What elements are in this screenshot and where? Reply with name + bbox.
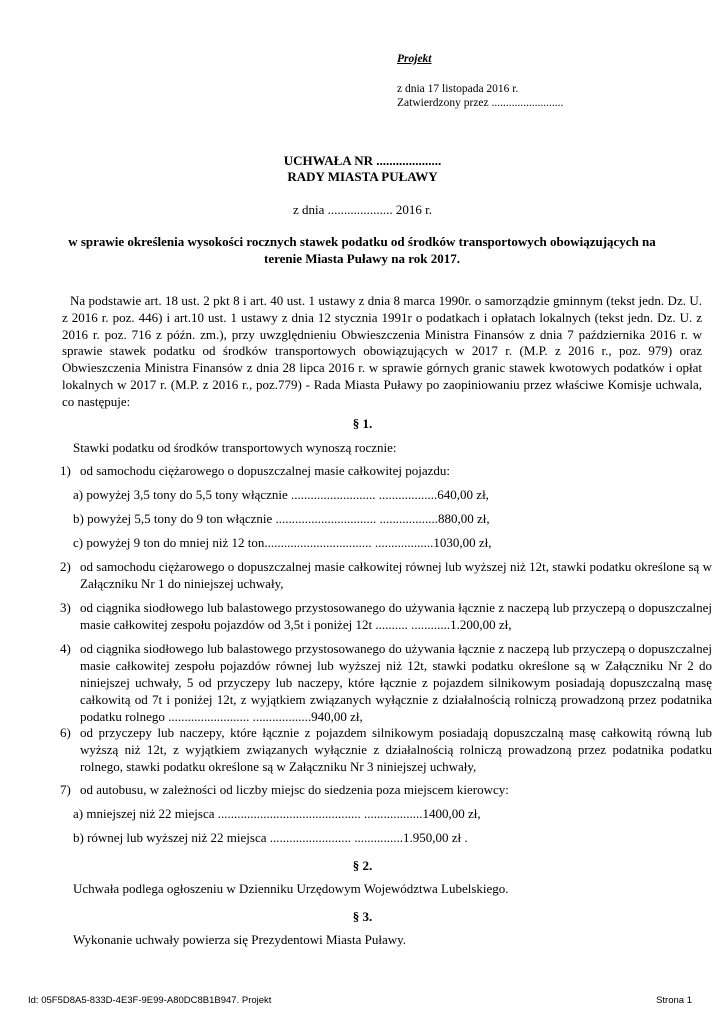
list-item-3 <box>60 599 712 633</box>
list-item-4 <box>60 640 712 725</box>
section-3-heading: § 3. <box>352 909 373 924</box>
section-2-heading: § 2. <box>352 858 373 873</box>
section-1-lead: Stawki podatku od środków transportowych wynoszą rocznie: <box>73 440 397 455</box>
list-item-2 <box>60 558 712 592</box>
list-item-text: od ciągnika siodłowego lub balastowego przystosowanego do używania łącznie z naczepą lub przyczepą o dopuszczalnej masie całkowitej zespołu pojazdów od 3,5t i poniżej 12t .......... ............1.200,00 zł, <box>80 600 712 632</box>
list-item-number: 6) <box>60 725 71 740</box>
section-2-text: Uchwała podlega ogłoszeniu w Dzienniku Urzędowym Województwa Lubelskiego. <box>73 881 509 896</box>
list-item-1 <box>60 462 712 479</box>
resolution-date: z dnia .................... 2016 r. <box>292 202 432 217</box>
project-date: z dnia 17 listopada 2016 r. <box>397 83 519 95</box>
section-1-heading: § 1. <box>352 416 373 431</box>
list-item-number: 2) <box>60 559 71 574</box>
list-item-text: od samochodu ciężarowego o dopuszczalnej masie całkowitej pojazdu: <box>80 463 451 478</box>
legal-basis-paragraph: Na podstawie art. 18 ust. 2 pkt 8 i art. 40 ust. 1 ustawy z dnia 8 marca 1990r. o samorządzie gminnym (tekst jedn. Dz. U. z 2016 r. poz. 446) i art.10 ust. 1 ustawy z dnia 12 stycznia 1991r o podatkach i opłatach lokalnych (tekst jedn. Dz. U. z 2016 r. poz. 716 z późn. zm.), przy uwzględnieniu Obwieszczenia Ministra Finansów z dnia 7 października 2016 r. w sprawie stawek podatku od środków transportowych obowiązujących w 2017 r. (M.P. z 2016 r., poz. 979) oraz Obwieszczenia Ministra Finansów z dnia 28 lipca 2016 r. w sprawie górnych granic stawek kwotowych podatków i opłat lokalnych w 2017 r. (M.P. z 2016 r., poz.779) - Rada Miasta Puławy po zaopiniowaniu przez właściwe Komisje uchwala, co następuje: <box>62 293 702 409</box>
list-item-number: 7) <box>60 782 71 797</box>
list-item-text: od ciągnika siodłowego lub balastowego przystosowanego do używania łącznie z naczepą lub przyczepą o dopuszczalnej masie całkowitej zespołu pojazdów równej lub wyższej niż 12t, stawki podatku określone są w Załączniku Nr 2 do niniejszej uchwały, 5 od przyczepy lub naczepy, które łącznie z pojazdem silnikowym posiadają dopuszczalną masę całkowitą od 7t i poniżej 12t, z wyjątkiem związanych wyłącznie z działalnością rolniczą prowadzoną przez podatnika podatku rolnego ......................... ..................940,00 zł, <box>80 641 712 724</box>
project-label: Projekt <box>397 53 432 65</box>
sub-item-1b: b) powyżej 5,5 tony do 9 ton włącznie ............................... ..................880,00 zł, <box>73 511 490 526</box>
list-item-number: 4) <box>60 641 71 656</box>
list-item-text: od przyczepy lub naczepy, które łącznie z pojazdem silnikowym posiadają dopuszczalną masę całkowitą równą lub wyższą niż 12t, z wyjątkiem związanych wyłącznie z działalnością rolniczą prowadzoną przez podatnika podatku rolnego, stawki podatku określone są w Załączniku Nr 3 niniejszej uchwały, <box>80 725 712 774</box>
sub-item-1c: c) powyżej 9 ton do mniej niż 12 ton................................. ..................1030,00 zł, <box>73 535 492 550</box>
list-item-number: 1) <box>60 463 71 478</box>
list-item-text: od autobusu, w zależności od liczby miejsc do siedzenia poza miejscem kierowcy: <box>80 782 509 797</box>
resolution-number: UCHWAŁA NR .................... <box>283 153 442 168</box>
list-item-number: 3) <box>60 600 71 615</box>
page-number: Strona 1 <box>656 995 692 1006</box>
sub-item-7b: b) równej lub wyższej niż 22 miejsca ......................... ...............1.950,00 zł . <box>73 830 468 845</box>
council-name: RADY MIASTA PUŁAWY <box>287 169 438 184</box>
sub-item-1a: a) powyżej 3,5 tony do 5,5 tony włącznie .......................... ..................640,00 zł, <box>73 487 489 502</box>
sub-item-7a: a) mniejszej niż 22 miejsca ............................................ ..................1400,00 zł, <box>73 806 481 821</box>
document-id: Id: 05F5D8A5-833D-4E3F-9E99-A80DC8B1B947. Projekt <box>28 995 272 1006</box>
list-item-6 <box>60 724 712 775</box>
section-3-text: Wykonanie uchwały powierza się Prezydentowi Miasta Puławy. <box>73 932 407 947</box>
resolution-subject: w sprawie określenia wysokości rocznych stawek podatku od środków transportowych obowiązujących na terenie Miasta Puławy na rok 2017. <box>68 234 656 266</box>
list-item-text: od samochodu ciężarowego o dopuszczalnej masie całkowitej równej lub wyższej niż 12t, stawki podatku określone są w Załączniku Nr 1 do niniejszej uchwały, <box>80 559 712 591</box>
approved-by: Zatwierdzony przez ......................... <box>397 97 564 109</box>
list-item-7 <box>60 781 712 798</box>
